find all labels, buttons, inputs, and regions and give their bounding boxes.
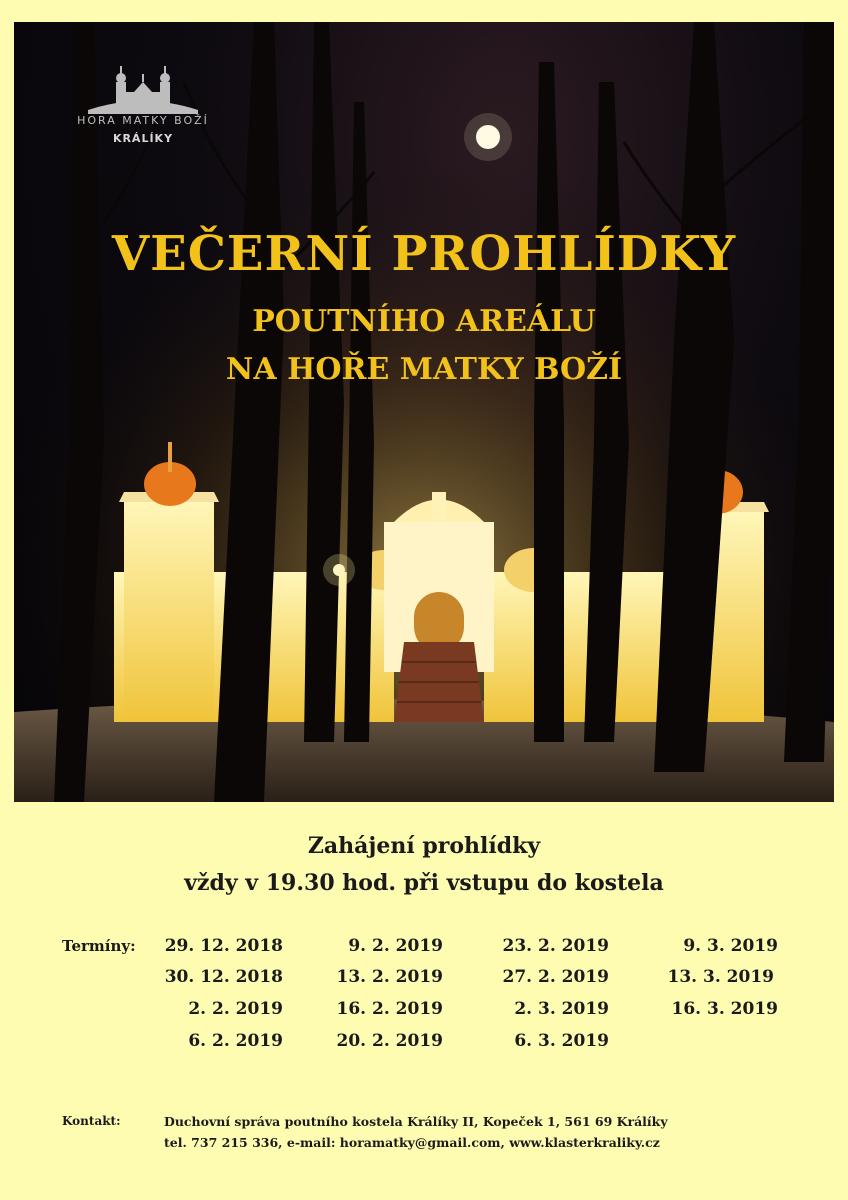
term-date: 16. 2. 2019 — [336, 999, 443, 1019]
term-date: 16. 3. 2019 — [671, 999, 778, 1019]
term-date: 13. 3. 2019 — [667, 967, 774, 987]
terms-label: Termíny: — [62, 937, 136, 955]
term-date: 13. 2. 2019 — [336, 967, 443, 987]
church-silhouette-icon — [68, 62, 218, 117]
logo-title: HORA MATKY BOŽÍ — [77, 114, 209, 127]
term-date: 30. 12. 2018 — [164, 967, 283, 987]
start-info-time: vždy v 19.30 hod. při vstupu do kostela — [184, 870, 664, 896]
start-info-title: Zahájení prohlídky — [307, 833, 541, 859]
headline-main: VEČERNÍ PROHLÍDKY — [111, 226, 737, 282]
term-date: 29. 12. 2018 — [164, 936, 283, 956]
term-date: 6. 2. 2019 — [188, 1031, 283, 1051]
term-date: 2. 2. 2019 — [188, 999, 283, 1019]
term-date: 9. 2. 2019 — [348, 936, 443, 956]
logo-subtitle: KRÁLÍKY — [112, 132, 174, 145]
term-date: 23. 2. 2019 — [502, 936, 609, 956]
hora-matky-bozi-logo — [68, 62, 218, 152]
headline-sub-1: POUTNÍHO AREÁLU — [252, 304, 596, 339]
term-date: 9. 3. 2019 — [683, 936, 778, 956]
term-date: 27. 2. 2019 — [502, 967, 609, 987]
term-date: 20. 2. 2019 — [336, 1031, 443, 1051]
contact-label: Kontakt: — [62, 1114, 121, 1128]
contact-phone-email-web: tel. 737 215 336, e-mail: horamatky@gmail.com, www.klasterkraliky.cz — [164, 1135, 660, 1150]
term-date: 2. 3. 2019 — [514, 999, 609, 1019]
headline-sub-2: NA HOŘE MATKY BOŽÍ — [225, 352, 623, 387]
term-date: 6. 3. 2019 — [514, 1031, 609, 1051]
contact-address: Duchovní správa poutního kostela Králíky II, Kopeček 1, 561 69 Králíky — [164, 1114, 668, 1129]
